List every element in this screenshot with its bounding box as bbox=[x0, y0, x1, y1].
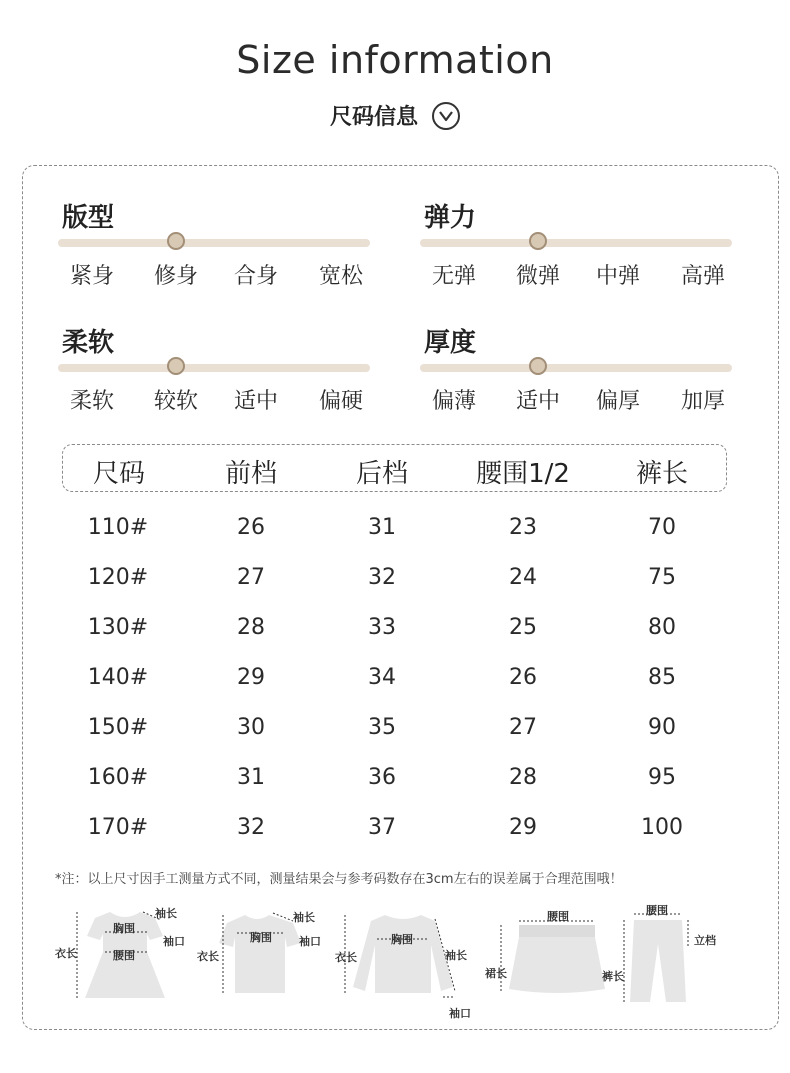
table-cell: 170# bbox=[87, 815, 149, 840]
label-cuff: 袖口 bbox=[163, 935, 185, 948]
label-sleeve-length: 袖长 bbox=[155, 907, 177, 920]
attribute-option: 修身 bbox=[153, 264, 198, 289]
column-header: 腰围1/2 bbox=[476, 459, 570, 489]
attribute-fit bbox=[58, 197, 378, 307]
attribute-elasticity bbox=[420, 197, 740, 307]
table-cell: 31 bbox=[368, 515, 396, 540]
table-cell: 95 bbox=[648, 765, 676, 790]
label-waist: 腰围 bbox=[646, 904, 668, 917]
attribute-option: 适中 bbox=[233, 389, 278, 414]
attribute-track bbox=[58, 364, 370, 372]
table-cell: 34 bbox=[368, 665, 396, 690]
attribute-knob bbox=[529, 357, 547, 375]
table-cell: 27 bbox=[237, 565, 265, 590]
tshirt-diagram bbox=[195, 905, 330, 1005]
label-rise: 立档 bbox=[694, 934, 716, 947]
table-cell: 27 bbox=[509, 715, 537, 740]
table-cell: 28 bbox=[509, 765, 537, 790]
skirt-shape bbox=[485, 905, 605, 1005]
table-cell: 36 bbox=[368, 765, 396, 790]
table-cell: 23 bbox=[509, 515, 537, 540]
attribute-option: 柔软 bbox=[69, 389, 114, 414]
attribute-softness bbox=[58, 322, 378, 432]
attribute-option: 较软 bbox=[153, 389, 198, 414]
skirt-diagram bbox=[485, 905, 605, 1005]
table-cell: 25 bbox=[509, 615, 537, 640]
label-cuff: 袖口 bbox=[449, 1007, 471, 1020]
attribute-knob bbox=[167, 357, 185, 375]
subtitle-row bbox=[0, 100, 790, 131]
attribute-name: 版型 bbox=[62, 203, 115, 233]
attribute-name: 柔软 bbox=[62, 328, 115, 358]
attribute-option: 高弹 bbox=[680, 264, 725, 289]
attribute-name: 厚度 bbox=[424, 328, 477, 358]
column-header: 后档 bbox=[355, 459, 409, 489]
attribute-track bbox=[58, 239, 370, 247]
label-sleeve-length: 袖长 bbox=[445, 949, 467, 962]
table-cell: 90 bbox=[648, 715, 676, 740]
attribute-option: 加厚 bbox=[680, 389, 725, 414]
table-cell: 160# bbox=[87, 765, 149, 790]
table-cell: 150# bbox=[87, 715, 149, 740]
table-cell: 100 bbox=[641, 815, 683, 840]
attribute-option: 适中 bbox=[515, 389, 560, 414]
label-chest: 胸围 bbox=[391, 933, 413, 946]
label-chest: 胸围 bbox=[250, 931, 272, 944]
label-waist: 腰围 bbox=[547, 910, 569, 923]
subtitle-text: 尺码信息 bbox=[329, 105, 418, 130]
label-skirt-length: 裙长 bbox=[485, 967, 507, 980]
attribute-option: 中弹 bbox=[595, 264, 640, 289]
table-cell: 26 bbox=[237, 515, 265, 540]
table-cell: 80 bbox=[648, 615, 676, 640]
table-cell: 70 bbox=[648, 515, 676, 540]
label-waist: 腰围 bbox=[113, 949, 135, 962]
chevron-down-circle-icon bbox=[432, 102, 460, 130]
table-cell: 32 bbox=[368, 565, 396, 590]
label-body-length: 衣长 bbox=[335, 951, 357, 964]
label-body-length: 衣长 bbox=[197, 950, 219, 963]
attribute-option: 偏厚 bbox=[595, 389, 640, 414]
attribute-option: 偏薄 bbox=[431, 389, 476, 414]
attribute-track bbox=[420, 364, 732, 372]
dress-diagram bbox=[55, 900, 195, 1010]
label-chest: 胸围 bbox=[113, 922, 135, 935]
attribute-option: 宽松 bbox=[318, 264, 363, 289]
table-cell: 32 bbox=[237, 815, 265, 840]
attribute-option: 合身 bbox=[233, 264, 278, 289]
table-cell: 140# bbox=[87, 665, 149, 690]
attribute-knob bbox=[529, 232, 547, 250]
column-header: 尺码 bbox=[92, 459, 146, 489]
attribute-option: 紧身 bbox=[69, 264, 114, 289]
table-cell: 28 bbox=[237, 615, 265, 640]
page-title: Size information bbox=[236, 38, 554, 82]
table-cell: 31 bbox=[237, 765, 265, 790]
attribute-option: 微弹 bbox=[515, 264, 560, 289]
attribute-option: 无弹 bbox=[431, 264, 476, 289]
pants-diagram bbox=[600, 900, 725, 1010]
attribute-track bbox=[420, 239, 732, 247]
label-cuff: 袖口 bbox=[299, 935, 321, 948]
sweater-diagram bbox=[335, 905, 475, 1020]
attribute-knob bbox=[167, 232, 185, 250]
measurement-note: *注：以上尺寸因手工测量方式不同，测量结果会与参考码数存在3cm左右的误差属于合理范围哦！ bbox=[55, 872, 623, 887]
table-cell: 110# bbox=[87, 515, 149, 540]
table-cell: 33 bbox=[368, 615, 396, 640]
table-cell: 26 bbox=[509, 665, 537, 690]
table-cell: 130# bbox=[87, 615, 149, 640]
table-cell: 30 bbox=[237, 715, 265, 740]
table-cell: 35 bbox=[368, 715, 396, 740]
label-pants-length: 裤长 bbox=[602, 970, 624, 983]
column-header: 裤长 bbox=[635, 459, 689, 489]
label-sleeve-length: 袖长 bbox=[293, 911, 315, 924]
attribute-name: 弹力 bbox=[424, 203, 477, 233]
table-cell: 37 bbox=[368, 815, 396, 840]
attribute-option: 偏硬 bbox=[318, 389, 363, 414]
table-cell: 75 bbox=[648, 565, 676, 590]
label-body-length: 衣长 bbox=[55, 947, 77, 960]
table-cell: 24 bbox=[509, 565, 537, 590]
column-header: 前档 bbox=[224, 459, 278, 489]
attribute-thickness bbox=[420, 322, 740, 432]
table-cell: 85 bbox=[648, 665, 676, 690]
table-cell: 29 bbox=[509, 815, 537, 840]
table-cell: 120# bbox=[87, 565, 149, 590]
table-cell: 29 bbox=[237, 665, 265, 690]
